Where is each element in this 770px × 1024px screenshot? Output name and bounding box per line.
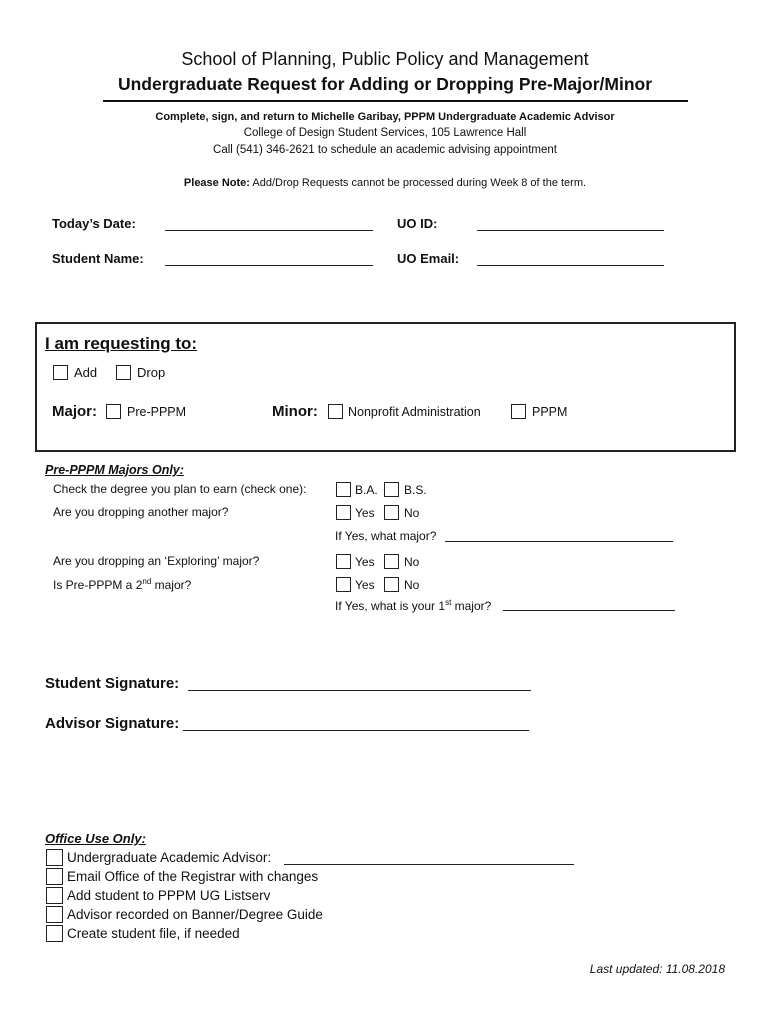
please-note-text: Add/Drop Requests cannot be processed during Week 8 of the term.	[249, 177, 587, 189]
advisor-signature-field[interactable]	[183, 730, 529, 731]
drop-label: Drop	[137, 365, 166, 380]
minor-label: Minor:	[272, 403, 318, 420]
instructions-text: Complete, sign, and return to Michelle Garibay, PPPM Undergraduate Academic Advisor	[155, 111, 615, 123]
office-item-listserv-label: Add student to PPPM UG Listserv	[67, 888, 271, 903]
please-note-label: Please Note:	[183, 177, 250, 189]
office-item-advisor-label: Undergraduate Academic Advisor:	[67, 850, 272, 865]
second-major-question-suffix: major?	[151, 578, 192, 592]
exploring-no-checkbox[interactable]	[384, 554, 399, 569]
second-major-no-label: No	[404, 578, 420, 592]
last-updated: Last updated: 11.08.2018	[589, 962, 725, 976]
exploring-yes-checkbox[interactable]	[336, 554, 351, 569]
please-note	[0, 177, 770, 189]
first-major-label	[335, 598, 491, 613]
dropping-major-yes-checkbox[interactable]	[336, 505, 351, 520]
add-label: Add	[74, 365, 98, 380]
office-use-heading: Office Use Only:	[45, 831, 146, 846]
office-item-checkbox-3[interactable]	[46, 887, 63, 904]
what-major-field[interactable]	[445, 541, 673, 542]
second-major-question-sup: nd	[142, 577, 152, 586]
office-item-file-label: Create student file, if needed	[67, 926, 240, 941]
drop-checkbox[interactable]	[116, 365, 131, 380]
nonprofit-minor-checkbox[interactable]	[328, 404, 343, 419]
dropping-major-yes-label: Yes	[355, 506, 375, 520]
pppm-minor-checkbox[interactable]	[511, 404, 526, 419]
bs-label: B.S.	[404, 483, 427, 497]
form-title: Undergraduate Request for Adding or Dropping Pre-Major/Minor	[117, 74, 653, 94]
pppm-minor-label: PPPM	[532, 405, 568, 419]
office-location: College of Design Student Services, 105 Lawrence Hall	[243, 127, 527, 139]
second-major-no-checkbox[interactable]	[384, 577, 399, 592]
ba-checkbox[interactable]	[336, 482, 351, 497]
uo-email-field[interactable]	[477, 265, 664, 266]
office-item-checkbox-4[interactable]	[46, 906, 63, 923]
second-major-yes-label: Yes	[355, 578, 375, 592]
office-item-checkbox-1[interactable]	[46, 849, 63, 866]
call-info: Call (541) 346-2621 to schedule an academic advising appointment	[213, 144, 557, 156]
dropping-major-question: Are you dropping another major?	[53, 505, 229, 519]
school-name: School of Planning, Public Policy and Management	[181, 49, 589, 69]
student-name-label: Student Name:	[52, 251, 144, 266]
pre-pppm-major-label: Pre-PPPM	[127, 405, 187, 419]
date-field[interactable]	[165, 230, 373, 231]
first-major-label-prefix: If Yes, what is your 1	[335, 599, 446, 613]
office-item-checkbox-2[interactable]	[46, 868, 63, 885]
pre-pppm-major-checkbox[interactable]	[106, 404, 121, 419]
student-name-field[interactable]	[165, 265, 373, 266]
office-item-checkbox-5[interactable]	[46, 925, 63, 942]
request-heading: I am requesting to:	[45, 334, 198, 353]
ba-label: B.A.	[355, 483, 378, 497]
add-checkbox[interactable]	[53, 365, 68, 380]
nonprofit-minor-label: Nonprofit Administration	[348, 405, 481, 419]
exploring-yes-label: Yes	[355, 555, 375, 569]
first-major-label-sup: st	[445, 598, 452, 607]
office-item-registrar-label: Email Office of the Registrar with changes	[67, 869, 319, 884]
student-signature-label: Student Signature:	[45, 675, 180, 692]
uo-id-label: UO ID:	[397, 216, 438, 231]
first-major-label-suffix: major?	[451, 599, 492, 613]
dropping-major-no-checkbox[interactable]	[384, 505, 399, 520]
major-label: Major:	[52, 403, 97, 420]
uo-id-field[interactable]	[477, 230, 664, 231]
what-major-label: If Yes, what major?	[335, 529, 437, 543]
exploring-major-question: Are you dropping an ‘Exploring’ major?	[53, 554, 260, 568]
dropping-major-no-label: No	[404, 506, 420, 520]
advisor-name-field[interactable]	[284, 864, 574, 865]
bs-checkbox[interactable]	[384, 482, 399, 497]
exploring-no-label: No	[404, 555, 420, 569]
student-signature-field[interactable]	[188, 690, 531, 691]
majors-only-heading: Pre-PPPM Majors Only:	[45, 463, 184, 477]
first-major-field[interactable]	[503, 610, 675, 611]
degree-question: Check the degree you plan to earn (check one):	[53, 482, 307, 496]
uo-email-label: UO Email:	[397, 251, 460, 266]
title-rule	[103, 100, 688, 102]
advisor-signature-label: Advisor Signature:	[45, 715, 180, 732]
second-major-yes-checkbox[interactable]	[336, 577, 351, 592]
second-major-question	[53, 577, 191, 592]
second-major-question-prefix: Is Pre-PPPM a 2	[53, 578, 143, 592]
office-item-banner-label: Advisor recorded on Banner/Degree Guide	[67, 907, 323, 922]
date-label: Today’s Date:	[52, 216, 136, 231]
